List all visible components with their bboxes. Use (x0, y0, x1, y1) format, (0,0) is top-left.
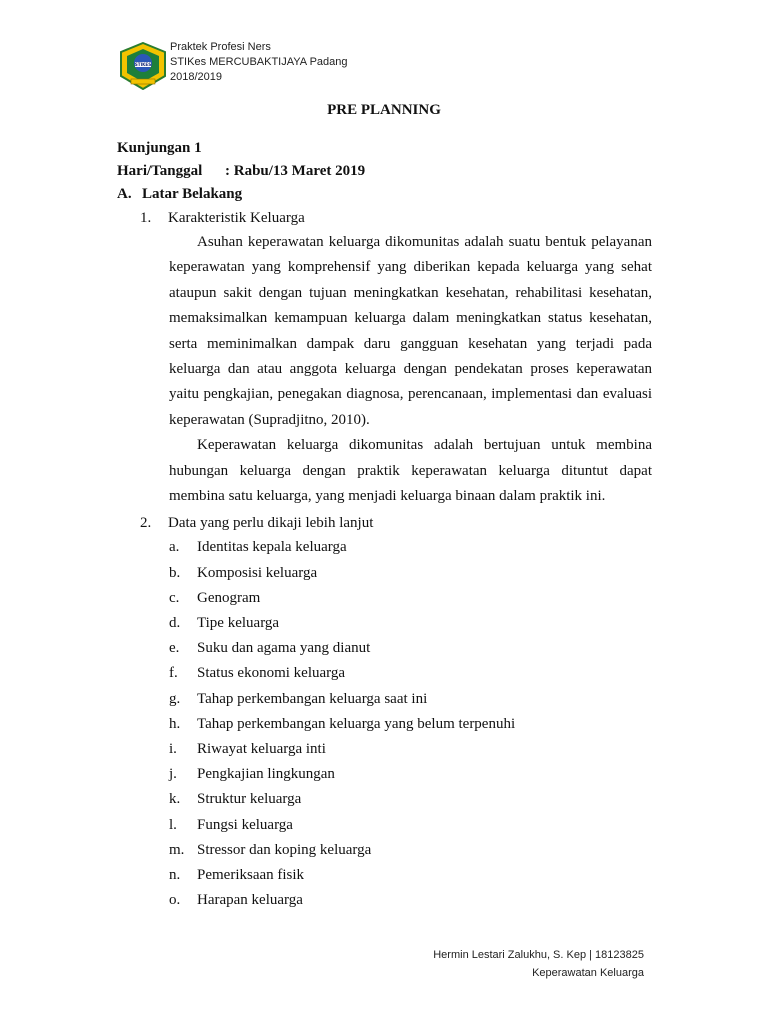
paragraph-1: Asuhan keperawatan keluarga dikomunitas adalah suatu bentuk pelayanan keperawatan yang komprehensif yang diberikan kepada keluarga yang sehat ataupun sakit dengan tujuan meningkatkan kesehatan, rehabilitasi kesehatan, memaksimalkan kemampuan keluarga dalam meningkatkan status kesehatan, serta meminimalkan dampak daru gangguan kesehatan yang terjadi pada keluarga dan atau anggota keluarga dengan pendekatan proses keperawatan yaitu pengkajian, penegakan diagnosa, perencanaan, implementasi dan evaluasi keperawatan (Supradjitno, 2010). (169, 234, 652, 428)
list-item: n. Pemeriksaan fisik (169, 866, 305, 883)
visit-heading: Kunjungan 1 (117, 140, 202, 156)
section-title: Latar Belakang (142, 186, 243, 202)
page-title: PRE PLANNING (327, 102, 441, 118)
footer-author: Hermin Lestari Zalukhu, S. Kep | 18123825 (433, 949, 644, 961)
header-year: 2018/2019 (170, 71, 222, 83)
document-header (118, 40, 518, 90)
data-items-list (169, 535, 657, 913)
subsection-number: 2. (140, 515, 152, 532)
list-item: m. Stressor dan koping keluarga (169, 841, 372, 858)
subsection-1-heading (117, 206, 657, 230)
subsection-title: Data yang perlu dikaji lebih lanjut (168, 515, 374, 532)
header-program: Praktek Profesi Ners (170, 41, 271, 53)
subsection-title: Karakteristik Keluarga (168, 210, 305, 226)
date-value: : Rabu/13 Maret 2019 (225, 163, 366, 179)
list-item: b. Komposisi keluarga (169, 564, 318, 581)
list-item: a. Identitas kepala keluarga (169, 539, 347, 556)
section-number: A. (117, 186, 132, 202)
list-item: i. Riwayat keluarga inti (169, 740, 326, 757)
header-institution: STIKes MERCUBAKTIJAYA Padang (170, 56, 348, 68)
section-heading-a (117, 183, 657, 206)
list-item: d. Tipe keluarga (169, 615, 280, 632)
institution-logo (118, 42, 168, 90)
date-line (117, 160, 657, 183)
paragraph-2: Keperawatan keluarga dikomunitas adalah bertujuan untuk membina hubungan keluarga dengan praktik keperawatan keluarga dituntut dapat membina satu keluarga, yang menjadi keluarga binaan dalam praktik ini. (169, 437, 652, 505)
footer-course: Keperawatan Keluarga (532, 967, 644, 979)
list-item: h. Tahap perkembangan keluarga yang belum terpenuhi (169, 715, 516, 732)
list-item: j. Pengkajian lingkungan (169, 766, 335, 783)
list-item: k. Struktur keluarga (169, 791, 302, 808)
list-item: g. Tahap perkembangan keluarga saat ini (169, 690, 428, 707)
list-item: l. Fungsi keluarga (169, 816, 293, 833)
document-body (117, 137, 657, 913)
logo-text: STIKES (134, 62, 152, 68)
date-label: Hari/Tanggal (117, 163, 203, 179)
list-item: o. Harapan keluarga (169, 892, 303, 909)
subsection-number: 1. (140, 210, 152, 226)
document-footer (433, 946, 644, 982)
list-item: e. Suku dan agama yang dianut (169, 640, 371, 657)
list-item: f. Status ekonomi keluarga (169, 665, 346, 682)
subsection-2-heading (117, 511, 657, 535)
background-text (169, 230, 652, 509)
list-item: c. Genogram (169, 589, 261, 606)
